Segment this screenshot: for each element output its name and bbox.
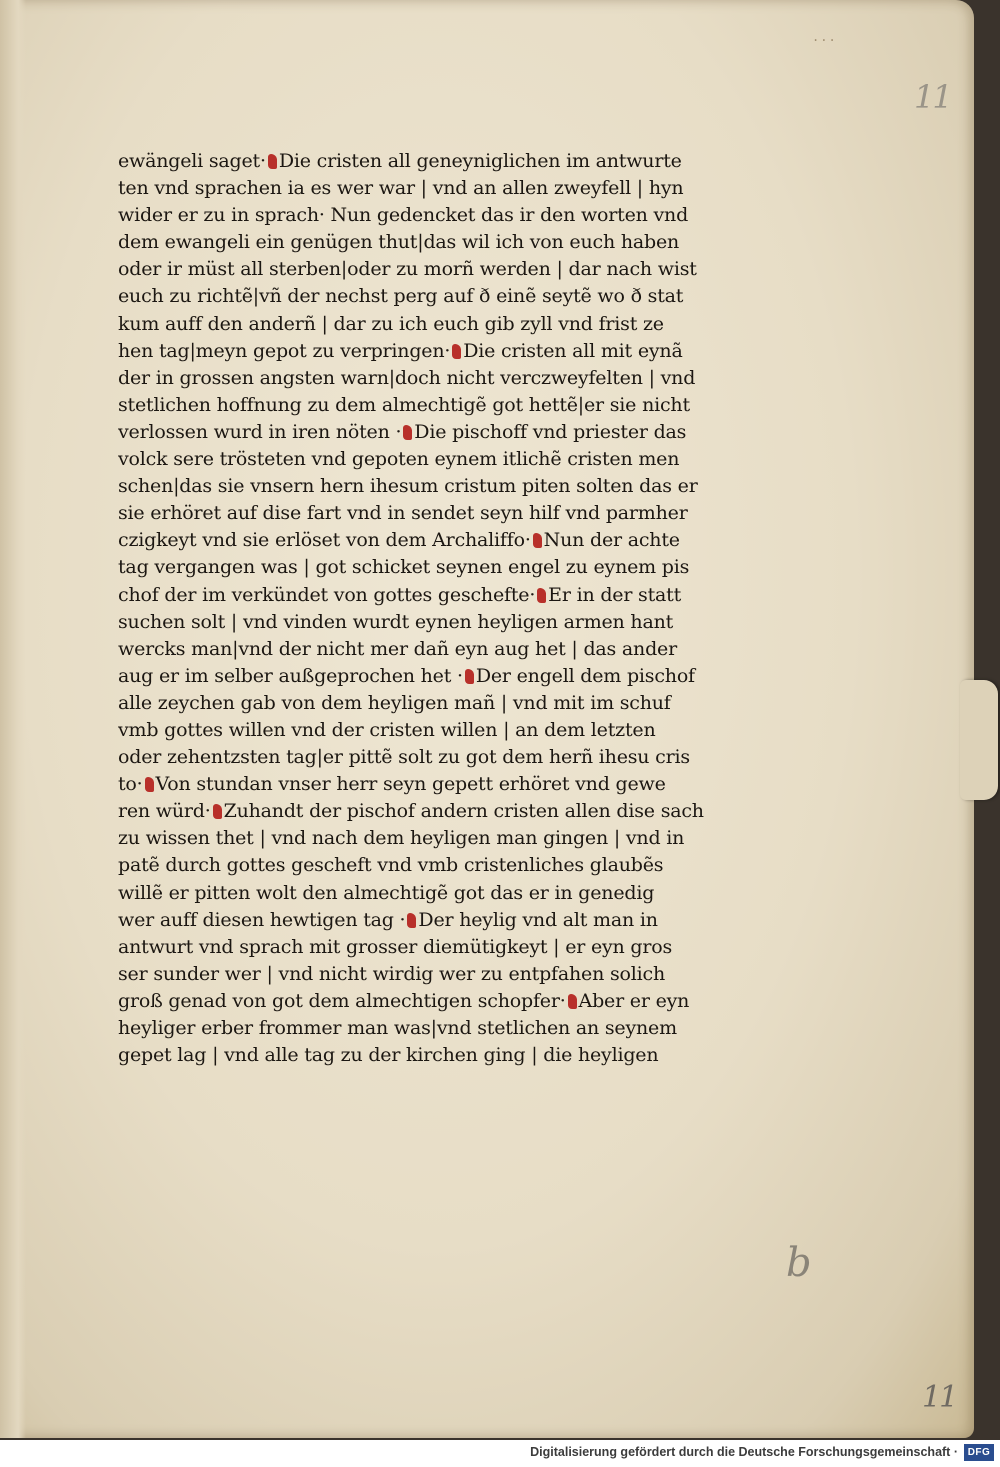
folio-number-bottom: 11 [922, 1380, 957, 1415]
text-line: groß genad von got dem almechtigen schopfer· Aber er eyn [118, 989, 690, 1012]
rubric-initial [407, 913, 416, 928]
text-line: wercks man|vnd der nicht mer dañ eyn aug het | das ander [118, 637, 677, 660]
rubric-initial [568, 994, 577, 1009]
text-line: willẽ er pitten wolt den almechtigẽ got das er in genedig [118, 881, 655, 904]
text-line: aug er im selber außgeprochen het · Der engell dem pischof [118, 664, 695, 687]
text-line: wider er zu in sprach· Nun gedencket das ir den worten vnd [118, 204, 689, 227]
rubric-initial [145, 777, 154, 792]
rubric-initial [268, 154, 277, 169]
text-line: suchen solt | vnd vinden wurdt eynen heyligen armen hant [118, 610, 674, 633]
text-line: verlossen wurd in iren nöten · Die pischoff vnd priester das [118, 420, 687, 443]
text-line: gepet lag | vnd alle tag zu der kirchen ging | die heyligen [118, 1044, 659, 1067]
text-line: ser sunder wer | vnd nicht wirdig wer zu entpfahen solich [118, 962, 665, 985]
text-line: kum auff den anderñ | dar zu ich euch gib zyll vnd frist ze [118, 312, 664, 335]
text-line: volck sere trösteten vnd gepoten eynem itlichẽ cristen men [118, 448, 680, 471]
text-line: antwurt vnd sprach mit grosser diemütigkeyt | er eyn gros [118, 935, 673, 958]
text-line: zu wissen thet | vnd nach dem heyligen man gingen | vnd in [118, 827, 685, 850]
text-line: alle zeychen gab von dem heyligen mañ | vnd mit im schuf [118, 691, 671, 714]
page-gutter [0, 0, 26, 1438]
rubric-initial [537, 588, 546, 603]
text-line: oder zehentzsten tag|er pittẽ solt zu got dem herñ ihesu cris [118, 746, 690, 769]
text-line: dem ewangeli ein genügen thut|das wil ich von euch haben [118, 231, 680, 254]
text-line: oder ir müst all sterben|oder zu morñ werden | dar nach wist [118, 258, 697, 281]
signature-mark: b [786, 1240, 812, 1286]
rubric-initial [533, 533, 542, 548]
digitization-footer [0, 1440, 1000, 1467]
text-line: patẽ durch gottes gescheft vnd vmb cristenliches glaubẽs [118, 854, 664, 877]
text-block [118, 148, 768, 1069]
text-line: euch zu richtẽ|vñ der nechst perg auf ð einẽ seytẽ wo ð stat [118, 285, 684, 308]
rubric-initial [452, 344, 461, 359]
text-line: sie erhöret auf dise fart vnd in sendet seyn hilf vnd parmher [118, 502, 688, 525]
rubric-initial [403, 425, 412, 440]
text-line: tag vergangen was | got schicket seynen engel zu eynem pis [118, 556, 690, 579]
text-line: ten vnd sprachen ia es wer war | vnd an allen zweyfell | hyn [118, 177, 684, 200]
corner-annotation: ... [812, 30, 837, 44]
text-line: czigkeyt vnd sie erlöset von dem Archaliffo· Nun der achte [118, 529, 680, 552]
dfg-logo: DFG [964, 1444, 994, 1461]
text-line: chof der im verkündet von gottes geschefte· Er in der statt [118, 583, 682, 606]
rubric-initial [213, 804, 222, 819]
text-line: heyliger erber frommer man was|vnd stetlichen an seynem [118, 1017, 677, 1039]
text-line: vmb gottes willen vnd der cristen willen | an dem letzten [118, 718, 656, 741]
funding-credit: Digitalisierung gefördert durch die Deutsche Forschungsgemeinschaft · [530, 1445, 958, 1459]
text-line: hen tag|meyn gepot zu verpringen· Die cristen all mit eynã [118, 339, 683, 362]
text-line: der in grossen angsten warn|doch nicht verczweyfelten | vnd [118, 366, 696, 389]
text-line: to· Von stundan vnser herr seyn gepett erhöret vnd gewe [118, 773, 666, 796]
text-line: ewängeli saget· Die cristen all geneyniglichen im antwurte [118, 150, 682, 172]
text-line: schen|das sie vnsern hern ihesum cristum piten solten das er [118, 475, 698, 498]
rubric-initial [465, 669, 474, 684]
page-edge-tab [960, 680, 998, 800]
folio-number-top: 11 [914, 78, 951, 116]
text-line: stetlichen hoffnung zu dem almechtigẽ got hettẽ|er sie nicht [118, 393, 690, 416]
text-line: wer auff diesen hewtigen tag · Der heylig vnd alt man in [118, 908, 658, 931]
text-line: ren würd· Zuhandt der pischof andern cristen allen dise sach [118, 800, 704, 823]
